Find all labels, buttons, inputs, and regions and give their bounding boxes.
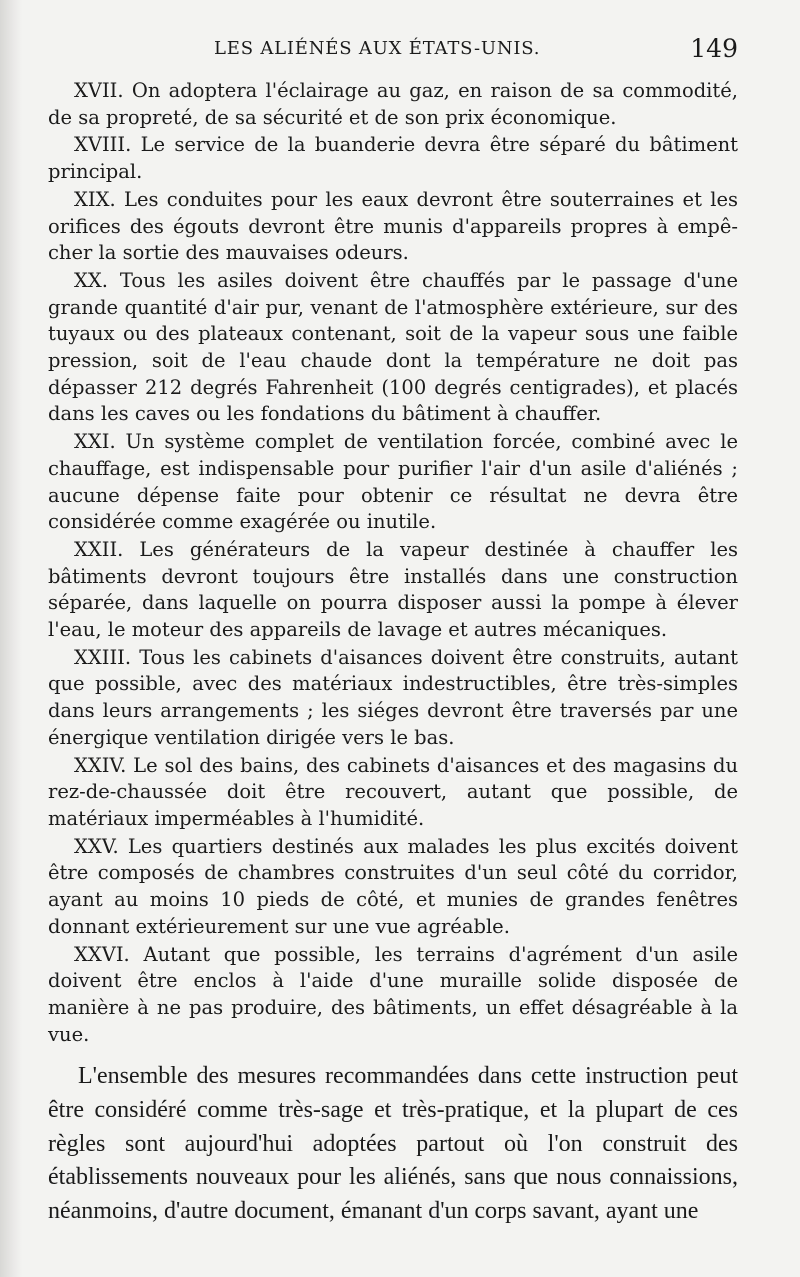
closing-paragraph-text: L'ensemble des mesures recommandées dans cette instruction peut être considéré comme très-sage et très-pratique, et la plupart de ces règles sont aujourd'hui adoptées partout où l'on construit des établissements nouveaux pour les aliénés, sans que nous connaissions, néanmoins, d'autre document, émanant d'un corps savant, ayant une <box>48 1063 738 1224</box>
rule-text: Tous les cabinets d'aisances doivent être construits, autant que possible, avec des matériaux indestructibles, être très-simples dans leurs arrangements ; les siéges devront être traversés par une énergique ventilation dirigée vers le bas. <box>48 645 738 749</box>
rule-item <box>48 429 738 536</box>
rule-number: XXI. <box>74 430 116 454</box>
rule-text: Le sol des bains, des cabinets d'aisances et des magasins du rez-de-chaussée doit être recouvert, autant que possible, de matériaux imperméables à l'humidité. <box>48 753 739 830</box>
rule-text: Les quartiers destinés aux malades les plus excités doivent être composés de chambres construites d'un seul côté du corridor, ayant au moins 10 pieds de côté, et munies de grandes fenêtres donnant extérieurement sur une vue agréable. <box>48 834 738 938</box>
rule-number: XXII. <box>74 537 124 561</box>
rule-item <box>48 78 738 131</box>
rule-text: Un système complet de ventilation forcée, combiné avec le chauffage, est indispensable pour purifier l'air d'un asile d'aliénés ; aucune dépense faite pour obtenir ce résultat ne devra être considérée comme exagérée ou inutile. <box>48 430 738 534</box>
rule-item <box>48 645 738 752</box>
rule-number: XXVI. <box>74 942 130 966</box>
page-gutter-shadow <box>0 0 22 1277</box>
rule-item <box>48 537 738 644</box>
page-number: 149 <box>690 34 738 63</box>
rules-list <box>48 78 738 1048</box>
rule-item <box>48 268 738 428</box>
rule-number: XXV. <box>74 834 119 858</box>
rule-item <box>48 942 738 1049</box>
rule-number: XX. <box>74 268 108 292</box>
rule-item <box>48 187 738 267</box>
rule-text: On adoptera l'éclairage au gaz, en raison de sa commodité, de sa propreté, de sa sécurité et de son prix économique. <box>48 79 738 129</box>
page-body <box>48 78 738 1252</box>
rule-text: Autant que possible, les terrains d'agrément d'un asile doivent être enclos à l'aide d'une muraille solide disposée de manière à ne pas produire, des bâtiments, un effet désagréable à la vue. <box>48 942 739 1046</box>
rule-number: XXIII. <box>74 645 132 669</box>
rule-item <box>48 834 738 941</box>
rule-number: XVII. <box>74 79 124 102</box>
page-header <box>48 34 738 68</box>
rule-text: Le service de la buanderie devra être séparé du bâtiment principal. <box>48 133 739 184</box>
rule-item <box>48 753 738 833</box>
rule-text: Les générateurs de la vapeur destinée à chauffer les bâtiments devront toujours être installés dans une construction séparée, dans laquelle on pourra disposer aussi la pompe à élever l'eau, le moteur des appareils de lavage et autres mécaniques. <box>48 537 738 642</box>
rule-number: XXIV. <box>74 753 127 777</box>
rule-text: Tous les asiles doivent être chauffés par le passage d'une grande quantité d'air pur, venant de l'atmosphère extérieure, sur des tuyaux ou des plateaux contenant, soit de la vapeur sous une faible pression, soit de l'eau chaude dont la température ne doit pas dépasser 212 degrés Fahrenheit (100 degrés centigrades), et placés dans les caves ou les fondations du bâtiment à chauffer. <box>48 268 739 426</box>
rule-item <box>48 132 738 185</box>
closing-paragraph <box>48 1060 738 1228</box>
rule-number: XIX. <box>74 187 116 211</box>
rule-number: XVIII. <box>74 133 132 157</box>
rule-text: Les conduites pour les eaux devront être souterraines et les orifices des égouts devront être munis d'appareils propres à empê-cher la sortie des mauvaises odeurs. <box>48 187 739 265</box>
running-title: LES ALIÉNÉS AUX ÉTATS-UNIS. <box>214 38 541 59</box>
